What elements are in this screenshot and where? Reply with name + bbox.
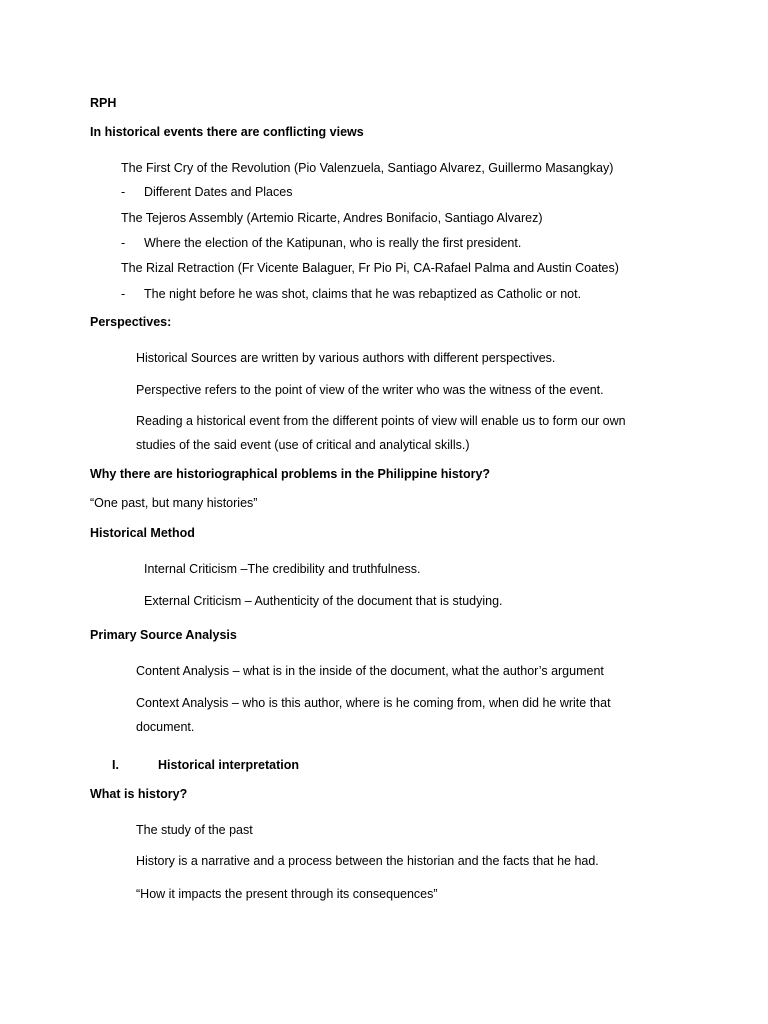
- section-title: Historical interpretation: [158, 758, 299, 772]
- paragraph-line: The study of the past: [136, 823, 253, 837]
- paragraph-line: studies of the said event (use of critical and analytical skills.): [136, 438, 470, 452]
- paragraph-line: Content Analysis – what is in the inside of the document, what the author’s argument: [136, 664, 604, 678]
- why-heading: Why there are historiographical problems in the Philippine history?: [90, 467, 491, 481]
- paragraph-line: External Criticism – Authenticity of the document that is studying.: [144, 594, 503, 608]
- paragraph-line: Perspective refers to the point of view of the writer who was the witness of the event.: [136, 383, 604, 397]
- historical-method-heading: Historical Method: [90, 526, 195, 540]
- quote-line: “How it impacts the present through its consequences”: [136, 887, 438, 901]
- paragraph-line: document.: [136, 720, 195, 734]
- event-first-cry: The First Cry of the Revolution (Pio Valenzuela, Santiago Alvarez, Guillermo Masangkay): [121, 161, 614, 175]
- event-tejeros: The Tejeros Assembly (Artemio Ricarte, Andres Bonifacio, Santiago Alvarez): [121, 211, 543, 225]
- document-title: RPH: [90, 96, 117, 110]
- event-note: Where the election of the Katipunan, who is really the first president.: [144, 236, 522, 250]
- bullet-dash: -: [121, 236, 126, 250]
- event-note: Different Dates and Places: [144, 185, 293, 199]
- bullet-dash: -: [121, 287, 126, 301]
- perspectives-heading: Perspectives:: [90, 315, 172, 329]
- primary-source-heading: Primary Source Analysis: [90, 628, 237, 642]
- paragraph-line: Reading a historical event from the different points of view will enable us to form our own: [136, 414, 626, 428]
- paragraph-line: Historical Sources are written by various authors with different perspectives.: [136, 351, 556, 365]
- conflicting-views-heading: In historical events there are conflicting views: [90, 125, 364, 139]
- event-note: The night before he was shot, claims that he was rebaptized as Catholic or not.: [144, 287, 582, 301]
- bullet-dash: -: [121, 185, 126, 199]
- section-numeral: I.: [112, 758, 119, 772]
- what-is-history-heading: What is history?: [90, 787, 188, 801]
- paragraph-line: Context Analysis – who is this author, where is he coming from, when did he write that: [136, 696, 611, 710]
- paragraph-line: History is a narrative and a process between the historian and the facts that he had.: [136, 854, 599, 868]
- quote-line: “One past, but many histories”: [90, 496, 258, 510]
- paragraph-line: Internal Criticism –The credibility and truthfulness.: [144, 562, 421, 576]
- event-rizal-retraction: The Rizal Retraction (Fr Vicente Balaguer, Fr Pio Pi, CA-Rafael Palma and Austin Coates): [121, 261, 619, 275]
